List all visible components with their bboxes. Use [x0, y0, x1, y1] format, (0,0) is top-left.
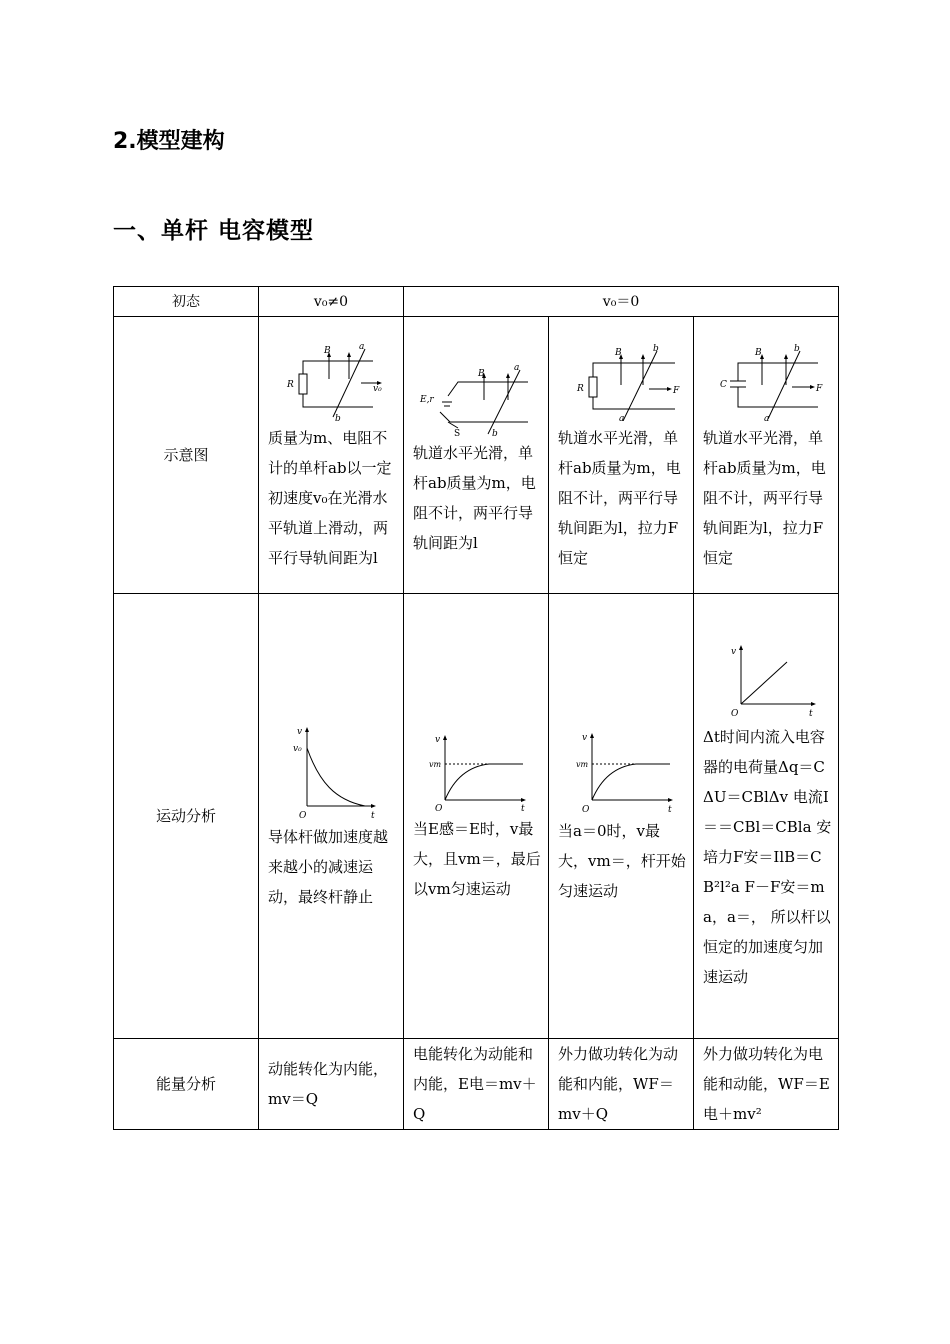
label-v: v — [296, 727, 302, 737]
energy-text-3: 外力做功转化为动能和内能，WF＝mv＋Q — [558, 1045, 679, 1123]
label-v: v — [581, 733, 587, 743]
label-Er: E,r — [419, 395, 434, 405]
diagram-cell-1 — [259, 317, 404, 594]
label-b: b — [334, 414, 341, 421]
label-F: F — [672, 386, 679, 396]
label-t: t — [520, 804, 525, 812]
section-title: 2.模型建构 — [113, 129, 225, 154]
label-v: v — [730, 647, 736, 657]
energy-cell-1 — [259, 1039, 404, 1130]
diagram-cell-4 — [694, 317, 839, 594]
table-row-energy — [114, 1039, 839, 1130]
energy-text-2: 电能转化为动能和内能，E电＝mv＋Q — [413, 1045, 537, 1123]
table-row-diagram — [114, 317, 839, 594]
label-O: O — [434, 804, 442, 812]
energy-cell-3 — [549, 1039, 694, 1130]
label-a: a — [618, 414, 624, 421]
label-R: R — [576, 384, 584, 394]
energy-cell-4 — [694, 1039, 839, 1130]
motion-cell-4 — [694, 594, 839, 1039]
label-B: B — [323, 346, 331, 356]
row-header-initial: 初态 — [114, 287, 259, 317]
header-v0-nonzero: v₀≠0 — [259, 287, 404, 317]
vt-graph-decay — [283, 724, 383, 820]
circuit-resistor-diagram — [273, 341, 393, 421]
circuit-capacitor-diagram — [708, 341, 828, 421]
label-R: R — [286, 380, 294, 390]
motion-text-2: 当E感＝E时，v最大，且vm＝，最后以vm匀速运动 — [413, 820, 541, 898]
row-header-diagram: 示意图 — [114, 317, 259, 594]
label-v0: v₀ — [372, 384, 382, 394]
label-b: b — [652, 344, 659, 354]
label-O: O — [298, 811, 306, 820]
table-row-initial — [114, 287, 839, 317]
label-a: a — [358, 342, 364, 352]
motion-cell-2 — [404, 594, 549, 1039]
label-t: t — [370, 811, 375, 820]
diagram-cell-2 — [404, 317, 549, 594]
motion-cell-1 — [259, 594, 404, 1039]
label-a: a — [513, 363, 519, 373]
circuit-resistor-force-diagram — [563, 341, 683, 421]
label-B: B — [614, 348, 622, 358]
label-b: b — [793, 344, 800, 354]
label-vm: vm — [575, 760, 588, 769]
label-O: O — [581, 805, 589, 814]
diagram-text-4: 轨道水平光滑，单杆ab质量为m，电阻不计，两平行导轨间距为l，拉力F恒定 — [703, 429, 826, 567]
diagram-text-3: 轨道水平光滑，单杆ab质量为m，电阻不计，两平行导轨间距为l，拉力F恒定 — [558, 429, 681, 567]
diagram-text-1: 质量为m、电阻不计的单杆ab以一定初速度v₀在光滑水平轨道上滑动，两平行导轨间距为l — [268, 429, 392, 567]
label-a: a — [763, 414, 769, 421]
motion-text-3: 当a＝0时，v最大，vm＝，杆开始匀速运动 — [558, 822, 686, 900]
label-C: C — [719, 380, 727, 390]
subsection-title: 一、单杆 电容模型 — [113, 218, 315, 244]
vt-graph-saturating-force — [568, 730, 678, 814]
label-B: B — [754, 348, 762, 358]
vt-graph-saturating — [423, 732, 533, 812]
label-O: O — [730, 709, 738, 719]
label-t: t — [667, 805, 672, 814]
row-header-energy: 能量分析 — [114, 1039, 259, 1130]
motion-cell-3 — [549, 594, 694, 1039]
circuit-battery-diagram — [418, 356, 538, 436]
diagram-cell-3 — [549, 317, 694, 594]
motion-text-4: Δt时间内流入电容器的电荷量Δq＝CΔU＝CBlΔv 电流I＝＝CBl＝CBla 安培力F安＝IlB＝CB²l²a F－F安＝ma，a＝， 所以杆以恒定的加速度匀加速运动 — [703, 728, 832, 986]
label-vm: vm — [428, 760, 441, 769]
label-t: t — [808, 709, 813, 719]
energy-text-4: 外力做功转化为电能和动能，WF＝E电＋mv² — [703, 1045, 830, 1123]
motion-text-1: 导体杆做加速度越来越小的减速运动，最终杆静止 — [268, 828, 389, 906]
energy-text-1: 动能转化为内能，mv＝Q — [268, 1060, 389, 1108]
model-table — [113, 286, 839, 1130]
vt-graph-linear — [713, 644, 823, 720]
table-row-motion — [114, 594, 839, 1039]
label-b: b — [491, 429, 498, 436]
diagram-text-2: 轨道水平光滑，单杆ab质量为m，电阻不计，两平行导轨间距为l — [413, 444, 536, 552]
label-B: B — [477, 369, 485, 379]
label-v: v — [434, 735, 440, 745]
label-S: S — [453, 429, 460, 436]
label-F: F — [815, 384, 822, 394]
energy-cell-2 — [404, 1039, 549, 1130]
row-header-motion: 运动分析 — [114, 594, 259, 1039]
header-v0-zero: v₀＝0 — [404, 287, 839, 317]
label-v0: v₀ — [292, 744, 302, 754]
